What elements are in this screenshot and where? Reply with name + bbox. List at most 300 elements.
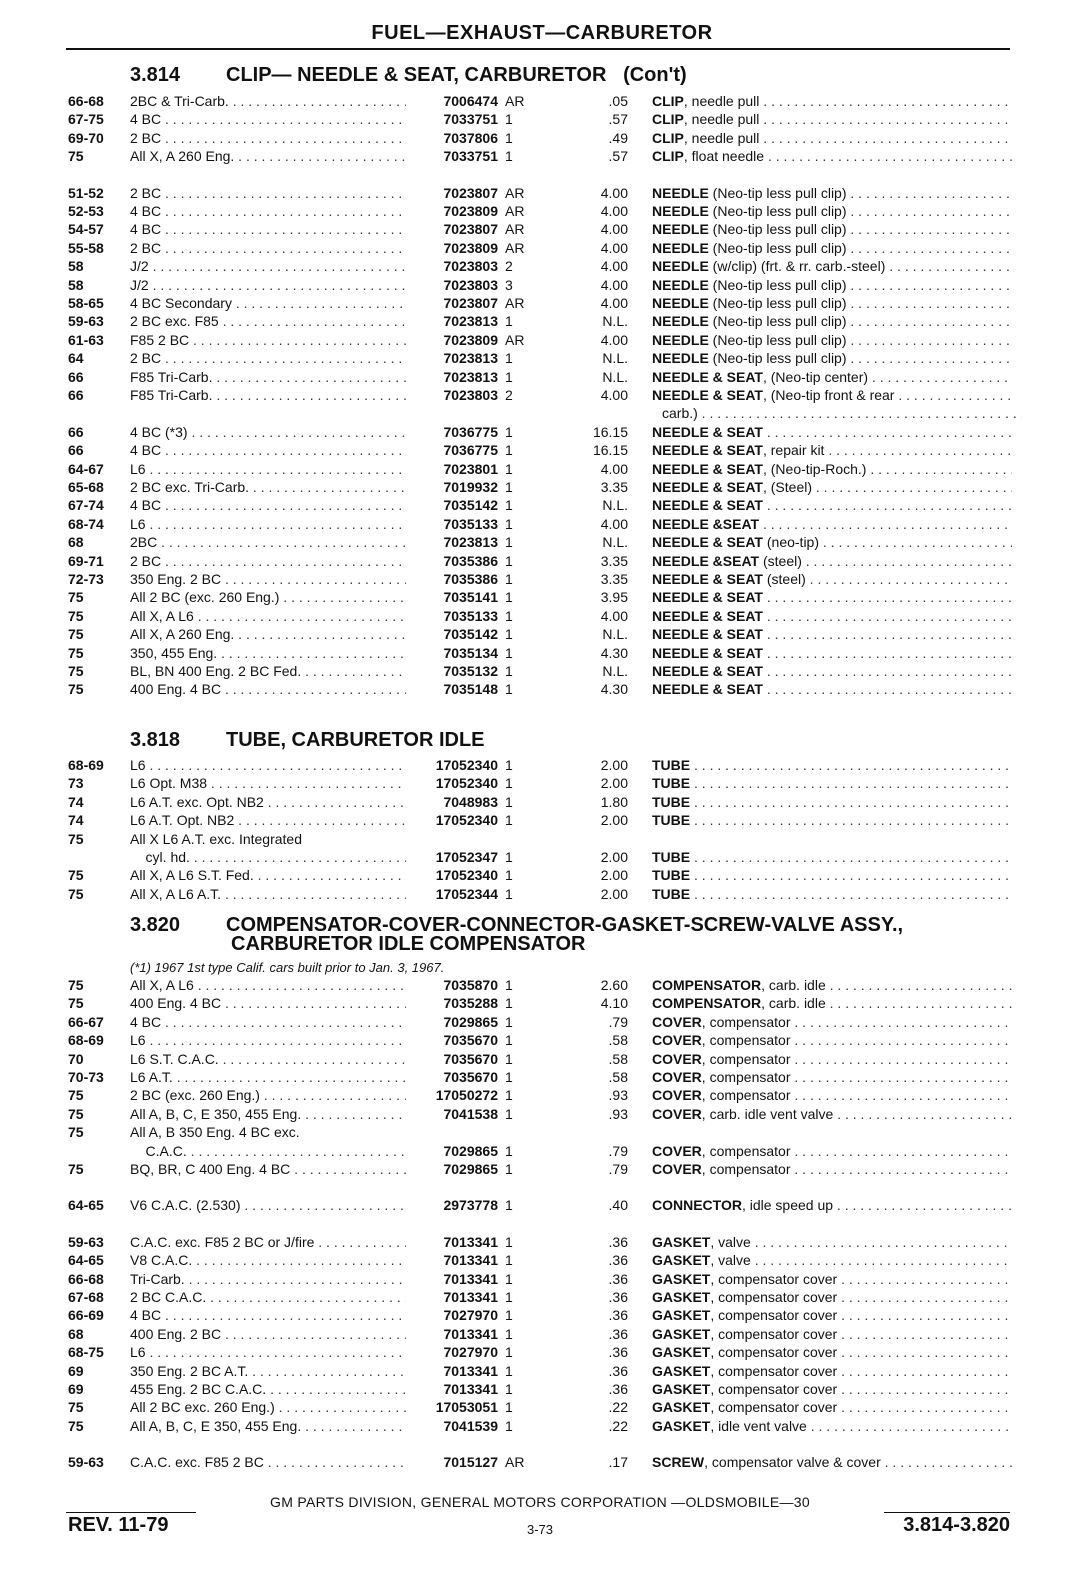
footer-rule-left — [66, 1512, 196, 1513]
row-description — [652, 607, 1012, 625]
row-item-detail: carb.) — [662, 405, 698, 422]
row-quantity: 1 — [505, 1325, 513, 1342]
row-price: 16.15 — [592, 442, 628, 459]
row-part-number: 7037806 — [443, 129, 498, 146]
table-row — [0, 1398, 1084, 1416]
row-year: 52-53 — [68, 203, 104, 219]
table-row — [0, 570, 1084, 588]
row-quantity: 1 — [505, 867, 513, 884]
row-application: 400 Eng. 4 BC . . . — [130, 994, 406, 1012]
table-row — [0, 1013, 1084, 1031]
row-quantity: 1 — [505, 368, 513, 385]
row-item-detail: , compensator — [701, 1013, 791, 1030]
row-application: 2 BC . . . — [130, 552, 406, 570]
row-price: 4.00 — [600, 607, 628, 624]
row-year: 75 — [68, 663, 84, 679]
footer-section-range: 3.814-3.820 — [903, 1514, 1010, 1536]
row-application: All A, B 350 Eng. 4 BC exc. — [130, 1124, 300, 1141]
row-year: 59-63 — [68, 1233, 104, 1250]
row-price: 4.00 — [600, 239, 628, 256]
table-row — [0, 1343, 1084, 1361]
row-description — [652, 276, 1012, 294]
table-row — [0, 848, 1084, 866]
table-row — [0, 552, 1084, 570]
section-name: COMPENSATOR-COVER-CONNECTOR-GASKET-SCREW-VALVE ASSY., — [226, 914, 904, 936]
table-row — [0, 496, 1084, 514]
row-year: 64-65 — [68, 1252, 104, 1269]
row-price: 4.00 — [600, 515, 628, 532]
row-year: 75 — [68, 1105, 84, 1122]
row-item-name: COVER — [652, 1069, 702, 1085]
row-application: 4 BC . . . — [130, 441, 406, 459]
table-row — [0, 1453, 1084, 1471]
table-row — [0, 588, 1084, 606]
table-row — [0, 1270, 1084, 1288]
row-part-number: 7036775 — [443, 423, 498, 440]
footer-revision: REV. 11-79 — [68, 1514, 169, 1536]
table-row — [0, 1380, 1084, 1398]
row-part-number: 7035870 — [443, 977, 498, 993]
row-item-name: NEEDLE & SEAT — [652, 368, 763, 385]
table-row — [0, 811, 1084, 829]
row-quantity: AR — [505, 295, 525, 311]
row-part-number: 7023813 — [443, 313, 498, 330]
row-application: F85 Tri-Carb. . . . — [130, 386, 406, 404]
row-application: 400 Eng. 2 BC . . . — [130, 1325, 406, 1343]
row-quantity: 1 — [505, 812, 513, 829]
row-part-number: 7035142 — [443, 626, 498, 643]
row-year: 74 — [68, 812, 84, 829]
row-item-detail: , float needle — [683, 148, 765, 165]
row-year: 58-65 — [68, 295, 104, 311]
row-year: 58 — [68, 258, 84, 275]
row-application: All X, A L6 S.T. Fed. . . . — [130, 866, 406, 884]
row-price: .05 — [608, 93, 628, 109]
row-quantity: AR — [505, 184, 525, 201]
row-description — [652, 478, 1012, 496]
row-part-number: 7023809 — [443, 331, 498, 348]
row-application: 455 Eng. 2 BC C.A.C. . . . — [130, 1380, 406, 1398]
section-title-3820 — [130, 916, 903, 954]
table-row — [0, 349, 1084, 367]
table-row — [0, 1325, 1084, 1343]
section-number: 3.820 — [130, 914, 181, 936]
table-row — [0, 404, 1084, 422]
row-year: 67-75 — [68, 111, 104, 128]
row-year: 75 — [68, 995, 84, 1012]
row-application: V8 C.A.C. . . . — [130, 1251, 406, 1269]
row-part-number: 17052347 — [435, 849, 498, 865]
row-description — [652, 811, 1012, 829]
row-description — [652, 1288, 1012, 1306]
table-row — [0, 276, 1084, 294]
row-quantity: 1 — [505, 148, 513, 165]
row-item-detail: (Neo-tip less pull clip) — [708, 313, 847, 330]
row-quantity: 1 — [505, 1087, 513, 1104]
row-price: 3.95 — [600, 589, 628, 606]
row-application: C.A.C. . . . — [130, 1142, 406, 1160]
row-item-detail: , idle vent valve — [710, 1417, 807, 1434]
row-price: .79 — [608, 1013, 628, 1030]
row-item-name: NEEDLE & SEAT — [652, 479, 763, 495]
row-part-number: 17052340 — [435, 867, 498, 884]
table-row — [0, 423, 1084, 441]
row-item-name: NEEDLE — [652, 276, 709, 293]
row-price: .93 — [608, 1087, 628, 1104]
row-item-detail: (steel) — [759, 552, 802, 569]
row-description — [652, 1196, 1012, 1214]
row-description — [652, 848, 1012, 866]
row-item-detail: , (Neo-tip front & rear — [762, 387, 895, 403]
row-year: 75 — [68, 1417, 84, 1434]
table-row — [0, 644, 1084, 662]
row-part-number: 7015127 — [443, 1454, 498, 1471]
row-description — [652, 774, 1012, 792]
row-application: 4 BC . . . — [130, 1306, 406, 1324]
row-application: 4 BC . . . — [130, 1013, 406, 1031]
row-application: 4 BC (*3) . . . — [130, 423, 406, 441]
row-quantity: 1 — [505, 626, 513, 643]
row-price: .36 — [608, 1252, 628, 1269]
row-description — [652, 1453, 1012, 1471]
table-row — [0, 1086, 1084, 1104]
row-description — [652, 1398, 1012, 1416]
row-part-number: 7013341 — [443, 1289, 498, 1305]
row-price: .36 — [608, 1381, 628, 1397]
row-price: 4.00 — [600, 331, 628, 348]
row-price: 2.00 — [600, 775, 628, 792]
row-part-number: 7029865 — [443, 1142, 498, 1159]
row-year: 66 — [68, 423, 84, 440]
row-year: 68-74 — [68, 515, 104, 532]
row-item-name: GASKET — [652, 1289, 711, 1305]
row-part-number: 7013341 — [443, 1381, 498, 1397]
table-row — [0, 386, 1084, 404]
section-name-line2: CARBURETOR IDLE COMPENSATOR — [231, 933, 586, 955]
row-year: 64-65 — [68, 1197, 104, 1214]
row-application: J/2 . . . — [130, 276, 406, 294]
row-year: 64 — [68, 350, 84, 367]
row-year: 66-69 — [68, 1307, 104, 1324]
row-item-name: NEEDLE & SEAT — [652, 387, 763, 403]
table-row — [0, 1417, 1084, 1435]
row-application: 2 BC . . . — [130, 239, 406, 257]
row-quantity: 1 — [505, 757, 513, 773]
row-quantity: AR — [505, 1454, 525, 1471]
row-year: 59-63 — [68, 1454, 104, 1471]
row-part-number: 7035670 — [443, 1069, 498, 1085]
row-part-number: 7048983 — [443, 793, 498, 810]
table-row — [0, 1068, 1084, 1086]
row-description — [652, 239, 1012, 257]
row-part-number: 2973778 — [443, 1197, 498, 1214]
table-row — [0, 830, 1084, 848]
row-quantity: AR — [505, 203, 525, 219]
row-item-detail: , (Neo-tip center) — [762, 368, 869, 385]
row-application: 4 BC . . . — [130, 220, 406, 238]
table-row — [0, 129, 1084, 147]
table-row — [0, 994, 1084, 1012]
row-quantity: AR — [505, 239, 525, 256]
row-part-number: 17052344 — [435, 885, 498, 902]
row-quantity: 1 — [505, 1050, 513, 1067]
row-item-detail: , needle pull — [683, 111, 760, 128]
row-item-name: NEEDLE — [652, 203, 709, 219]
row-year: 75 — [68, 681, 84, 698]
row-price: .22 — [608, 1417, 628, 1434]
row-application: 350, 455 Eng. . . . — [130, 644, 406, 662]
row-part-number: 7023807 — [443, 295, 498, 311]
row-price: 4.30 — [600, 681, 628, 698]
row-part-number: 7023813 — [443, 350, 498, 367]
row-item-name: NEEDLE — [652, 239, 709, 256]
row-item-name: GASKET — [652, 1344, 711, 1361]
row-price: .36 — [608, 1233, 628, 1250]
row-quantity: 1 — [505, 1032, 513, 1049]
table-row — [0, 1123, 1084, 1141]
row-item-name: GASKET — [652, 1270, 711, 1287]
row-price: 4.00 — [600, 460, 628, 477]
row-application: 2 BC C.A.C. . . . — [130, 1288, 406, 1306]
table-row — [0, 793, 1084, 811]
row-item-name: TUBE — [652, 793, 691, 810]
row-description — [652, 129, 1012, 147]
row-quantity: 1 — [505, 885, 513, 902]
row-quantity: 1 — [505, 775, 513, 792]
row-price: .58 — [608, 1032, 628, 1049]
row-part-number: 7027970 — [443, 1307, 498, 1324]
row-item-detail: , compensator cover — [710, 1344, 838, 1361]
row-price: 2.00 — [600, 757, 628, 773]
row-item-detail: (Neo-tip less pull clip) — [708, 331, 847, 348]
row-price: .57 — [608, 111, 628, 128]
row-quantity: 1 — [505, 571, 513, 587]
row-item-detail: , repair kit — [762, 442, 825, 459]
row-year: 69 — [68, 1381, 84, 1397]
row-item-name: NEEDLE — [652, 350, 709, 367]
row-year: 51-52 — [68, 184, 104, 201]
table-row — [0, 184, 1084, 202]
row-item-detail: (Neo-tip less pull clip) — [708, 276, 847, 293]
row-year: 68-75 — [68, 1344, 104, 1361]
header-rule — [66, 48, 1010, 50]
row-item-name: NEEDLE — [652, 184, 709, 201]
row-description — [652, 515, 1012, 533]
row-item-name: NEEDLE &SEAT — [652, 552, 760, 569]
row-part-number: 7036775 — [443, 442, 498, 459]
row-year: 64-67 — [68, 460, 104, 477]
row-quantity: 1 — [505, 849, 513, 865]
row-application: All X, A 260 Eng. . . . — [130, 147, 406, 165]
row-item-name: NEEDLE & SEAT — [652, 626, 763, 643]
row-item-name: NEEDLE & SEAT — [652, 442, 763, 459]
table-row — [0, 92, 1084, 110]
row-application: 2 BC exc. F85 . . . — [130, 312, 406, 330]
row-application: 4 BC . . . — [130, 202, 406, 220]
row-application: BL, BN 400 Eng. 2 BC Fed. . . . — [130, 662, 406, 680]
row-application: 350 Eng. 2 BC A.T. . . . — [130, 1362, 406, 1380]
row-application: 2BC & Tri-Carb. . . . — [130, 92, 406, 110]
row-item-detail: , compensator cover — [710, 1307, 838, 1324]
row-application: All X, A L6 . . . — [130, 607, 406, 625]
row-application: J/2 . . . — [130, 257, 406, 275]
row-year: 75 — [68, 607, 84, 624]
row-application: 4 BC . . . — [130, 496, 406, 514]
row-year: 66-68 — [68, 1270, 104, 1287]
row-part-number: 7013341 — [443, 1325, 498, 1342]
row-part-number: 7035288 — [443, 995, 498, 1012]
row-application: F85 2 BC . . . — [130, 331, 406, 349]
section-name: TUBE, CARBURETOR IDLE — [226, 729, 485, 751]
row-application: L6 Opt. M38 . . . — [130, 774, 406, 792]
row-item-detail: , compensator cover — [710, 1270, 838, 1287]
row-item-name: TUBE — [652, 849, 691, 865]
row-item-name: GASKET — [652, 1362, 711, 1379]
row-price: .22 — [608, 1399, 628, 1416]
row-item-detail: , compensator cover — [710, 1399, 838, 1416]
row-item-name: NEEDLE & SEAT — [652, 681, 763, 698]
row-item-name: CLIP — [652, 129, 684, 146]
row-quantity: AR — [505, 221, 525, 238]
row-part-number: 7013341 — [443, 1362, 498, 1379]
row-price: .79 — [608, 1142, 628, 1159]
row-description — [652, 1362, 1012, 1380]
row-application: 350 Eng. 2 BC . . . — [130, 570, 406, 588]
row-part-number: 7023809 — [443, 203, 498, 219]
row-quantity: 1 — [505, 1142, 513, 1159]
row-application: V6 C.A.C. (2.530) . . . — [130, 1196, 406, 1214]
row-quantity: 1 — [505, 552, 513, 569]
row-year: 68 — [68, 534, 84, 551]
row-item-detail: , compensator cover — [710, 1362, 838, 1379]
row-price: .36 — [608, 1307, 628, 1324]
row-item-name: NEEDLE — [652, 258, 709, 275]
table-row — [0, 885, 1084, 903]
row-application: L6 A.T. . . . — [130, 1068, 406, 1086]
row-price: 4.00 — [600, 276, 628, 293]
row-description — [652, 885, 1012, 903]
row-description — [652, 1086, 1012, 1104]
table-row — [0, 1362, 1084, 1380]
table-row — [0, 866, 1084, 884]
row-item-detail: , valve — [710, 1233, 751, 1250]
row-year: 75 — [68, 1087, 84, 1104]
row-price: .58 — [608, 1069, 628, 1085]
row-year: 75 — [68, 589, 84, 606]
row-quantity: 1 — [505, 479, 513, 495]
row-part-number: 7006474 — [443, 93, 498, 109]
row-part-number: 17050272 — [435, 1087, 498, 1104]
row-quantity: 2 — [505, 387, 513, 403]
row-item-name: NEEDLE & SEAT — [652, 663, 763, 679]
row-part-number: 7035142 — [443, 497, 498, 514]
row-part-number: 7035133 — [443, 607, 498, 624]
row-item-detail: , compensator cover — [710, 1325, 838, 1342]
row-part-number: 7023807 — [443, 184, 498, 201]
row-item-name: COVER — [652, 1013, 702, 1030]
table-row — [0, 147, 1084, 165]
row-description — [652, 756, 1012, 774]
row-price: 16.15 — [592, 423, 628, 440]
row-price: .36 — [608, 1270, 628, 1287]
row-application: L6 A.T. Opt. NB2 . . . — [130, 811, 406, 829]
row-part-number: 7035148 — [443, 681, 498, 698]
row-year: 55-58 — [68, 239, 104, 256]
row-year: 61-63 — [68, 331, 104, 348]
row-item-name: GASKET — [652, 1325, 711, 1342]
row-application: BQ, BR, C 400 Eng. 4 BC . . . — [130, 1160, 406, 1178]
row-quantity: 1 — [505, 515, 513, 532]
row-year: 67-68 — [68, 1289, 104, 1305]
row-application: All X, A 260 Eng. . . . — [130, 625, 406, 643]
row-part-number: 17052340 — [435, 812, 498, 829]
footnote: (*1) 1967 1st type Calif. cars built prior to Jan. 3, 1967. — [130, 960, 445, 975]
row-item-detail: , compensator valve & cover — [704, 1454, 881, 1471]
row-item-name: CLIP — [652, 93, 684, 109]
row-quantity: 1 — [505, 1399, 513, 1416]
row-item-detail: , compensator — [701, 1142, 791, 1159]
row-part-number: 7035133 — [443, 515, 498, 532]
row-price: 2.00 — [600, 849, 628, 865]
row-price: 4.00 — [600, 387, 628, 403]
row-description — [652, 644, 1012, 662]
row-item-detail: , compensator — [701, 1050, 791, 1067]
row-price: N.L. — [602, 497, 628, 514]
row-description — [652, 331, 1012, 349]
row-price: N.L. — [602, 626, 628, 643]
row-application: cyl. hd. . . . — [130, 848, 406, 866]
row-quantity: 1 — [505, 995, 513, 1012]
row-price: N.L. — [602, 350, 628, 367]
row-item-name: COVER — [652, 1161, 702, 1177]
table-row — [0, 756, 1084, 774]
row-price: 3.35 — [600, 552, 628, 569]
row-quantity: 1 — [505, 1307, 513, 1324]
footer-page-number: 3-73 — [526, 1522, 554, 1537]
table-row — [0, 460, 1084, 478]
row-part-number: 7023803 — [443, 387, 498, 403]
row-description — [652, 110, 1012, 128]
row-item-name: GASKET — [652, 1252, 711, 1269]
row-quantity: 1 — [505, 977, 513, 993]
row-year: 75 — [68, 885, 84, 902]
row-year: 75 — [68, 148, 84, 165]
row-quantity: 1 — [505, 1417, 513, 1434]
row-description — [652, 1417, 1012, 1435]
row-quantity: 1 — [505, 1069, 513, 1085]
row-description — [652, 570, 1012, 588]
row-item-name: COVER — [652, 1087, 702, 1104]
table-row — [0, 294, 1084, 312]
row-description — [652, 994, 1012, 1012]
row-item-name: GASKET — [652, 1417, 711, 1434]
row-item-detail: (w/clip) (frt. & rr. carb.-steel) — [708, 258, 886, 275]
row-part-number: 7023803 — [443, 258, 498, 275]
row-price: 1.80 — [600, 793, 628, 810]
row-item-name: NEEDLE & SEAT — [652, 423, 763, 440]
row-part-number: 7035386 — [443, 552, 498, 569]
row-application: C.A.C. exc. F85 2 BC or J/fire . . . — [130, 1233, 406, 1251]
row-part-number: 7033751 — [443, 111, 498, 128]
row-description — [652, 1142, 1012, 1160]
row-quantity: 1 — [505, 1252, 513, 1269]
row-item-name: NEEDLE & SEAT — [652, 571, 763, 587]
row-item-name: TUBE — [652, 775, 691, 792]
row-year: 75 — [68, 830, 84, 847]
row-price: 2.00 — [600, 867, 628, 884]
row-part-number: 7027970 — [443, 1344, 498, 1361]
row-part-number: 7041539 — [443, 1417, 498, 1434]
